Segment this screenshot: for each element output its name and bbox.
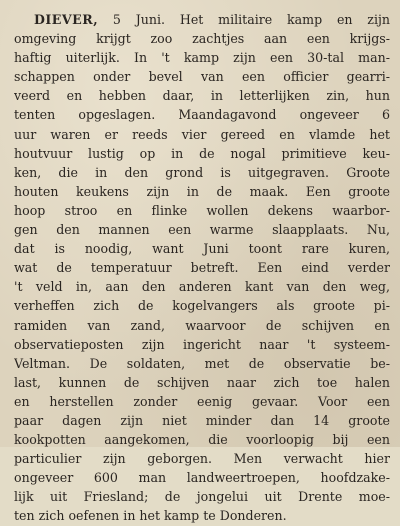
article-line-13: dat is noodig, want Juni toont rare kuren, bbox=[14, 241, 390, 257]
article-line-14: wat de temperatuur betreft. Een eind verder bbox=[14, 260, 390, 276]
article-line-24: particulier zijn geborgen. Men verwacht hier bbox=[14, 451, 390, 467]
article-line-26: lijk uit Friesland; de jongelui uit Drente moe- bbox=[14, 489, 390, 505]
article-line-20: last, kunnen de schijven naar zich toe halen bbox=[14, 374, 390, 390]
article-line-15: 't veld in, aan den anderen kant van den weg, bbox=[14, 279, 390, 295]
article-line-23: kookpotten aangekomen, die voorloopig bij een bbox=[14, 432, 390, 448]
article-line-6: tenten opgeslagen. Maandagavond ongeveer 6 bbox=[14, 107, 390, 123]
article-line-12: gen den mannen een warme slaapplaats. Nu, bbox=[14, 222, 390, 238]
article-line-1 bbox=[14, 10, 390, 29]
article-line-21: en herstellen zonder eenig gevaar. Voor een bbox=[14, 393, 390, 409]
article-line-25: ongeveer 600 man landweertroepen, hoofdzake- bbox=[14, 470, 390, 486]
article-line-22: paar dagen zijn niet minder dan 14 groote bbox=[14, 412, 390, 428]
article-line-7: uur waren er reeds vier gereed en vlamde het bbox=[14, 126, 390, 142]
article-line-18: observatieposten zijn ingericht naar 't systeem- bbox=[14, 336, 390, 352]
article-line-19: Veltman. De soldaten, met de observatie be- bbox=[14, 355, 390, 371]
article-line-16: verheffen zich de kogelvangers als groote pi- bbox=[14, 298, 390, 314]
article-line-10: houten keukens zijn in de maak. Een groote bbox=[14, 183, 390, 199]
article-line-17: ramiden van zand, waarvoor de schijven en bbox=[14, 317, 390, 333]
article-line-11: hoop stroo en flinke wollen dekens waarbor- bbox=[14, 202, 390, 218]
article-line-2: omgeving krijgt zoo zachtjes aan een krijgs- bbox=[14, 31, 390, 47]
article-line-1-text: 5 Juni. Het militaire kamp en zijn bbox=[98, 12, 390, 27]
article-line-9: ken, die in den grond is uitgegraven. Groote bbox=[14, 164, 390, 180]
article-line-3: haftig uiterlijk. In 't kamp zijn een 30-tal man- bbox=[14, 50, 390, 66]
article-line-4: schappen onder bevel van een officier gearri- bbox=[14, 69, 390, 85]
article-dateline: DIEVER, bbox=[34, 12, 99, 27]
article-line-27: ten zich oefenen in het kamp te Donderen. bbox=[14, 508, 287, 524]
article-line-5: veerd en hebben daar, in letterlijken zin, hun bbox=[14, 88, 390, 104]
article-line-8: houtvuur lustig op in de nogal primitieve keu- bbox=[14, 145, 390, 161]
article-text bbox=[14, 10, 390, 526]
